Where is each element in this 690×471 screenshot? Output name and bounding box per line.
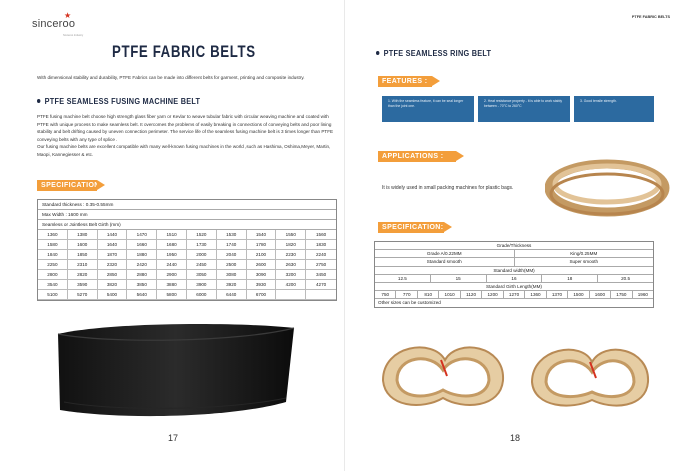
girth-cell: 5270 [68,290,98,300]
girth-length-cell: 1270 [504,291,525,298]
girth-cell: 1530 [217,230,247,240]
girth-cell: 4200 [276,280,306,290]
grade-header: Grade/Thickness [496,243,532,248]
width-cell: 15 [431,275,487,282]
girth-length-cell: 1120 [461,291,482,298]
girth-cell: 3200 [276,270,306,280]
girth-cell: 1600 [68,240,98,250]
girth-cell: 2630 [276,260,306,270]
girth-cell: 2900 [157,270,187,280]
girth-cell: 2310 [68,260,98,270]
girth-cell: 3900 [187,280,217,290]
girth-cell: 2040 [217,250,247,260]
girth-cell: 1680 [157,240,187,250]
girth-cell: 5640 [127,290,157,300]
girth-cell [276,290,306,300]
girth-cell: 1380 [68,230,98,240]
body-text [37,113,337,158]
girth-cell: 5100 [38,290,68,300]
girth-cell: 5400 [98,290,128,300]
girth-cell: 2440 [157,260,187,270]
width-header: Standard width(MM) [493,267,535,273]
girth-cell: 2820 [68,270,98,280]
ring-spec-table [374,241,654,308]
spec-row-width: Max Width : 1600 mm [38,210,336,220]
section-title-ring [376,48,491,58]
spec-table [37,199,337,301]
features-tag: FEATURES : [378,76,432,87]
girth-cell: 1830 [306,240,336,250]
girth-cell: 2230 [276,250,306,260]
logo-text: sinceroo [32,18,76,30]
girth-length-cell: 810 [418,291,439,298]
girth-cell: 1440 [98,230,128,240]
girth-cell [306,290,336,300]
girth-cell: 2320 [98,260,128,270]
intro-text: With dimensional stability and durability, PTFE Fabrics can be made into different belts for garment, printing and composite industry. [37,75,305,80]
section-title-text: PTFE SEAMLESS FUSING MACHINE BELT [44,96,201,106]
girth-cell: 2800 [38,270,68,280]
girth-cell: 1540 [247,230,277,240]
table-footer: Other sizes can be customized [378,300,441,306]
girth-cell: 1840 [38,250,68,260]
section-title-fusing [37,96,200,106]
girth-cell: 2240 [306,250,336,260]
girth-cell: 6440 [217,290,247,300]
girth-cell: 4270 [306,280,336,290]
girth-cell: 1510 [157,230,187,240]
bullet-icon [37,99,40,103]
width-row [375,275,653,283]
girth-cell: 1520 [187,230,217,240]
girth-cell: 3050 [187,270,217,280]
girth-cell: 3080 [217,270,247,280]
girth-cell: 3590 [68,280,98,290]
girth-cell: 2250 [38,260,68,270]
spec-tag-right: SPECIFICATION: [378,222,444,233]
star-icon: ★ [64,11,72,20]
girth-cell: 2750 [306,260,336,270]
girth-header: Standard Girth Length(MM) [486,283,542,289]
body-paragraph-2: Our fusing machine belts are excellent compatible with many well-known fusing machines in the world ,such as Hashima, Oshima,Meyer, Martin, Maopi, Kannegiesser & etc. [37,144,331,157]
finish-super: Super smooth [569,259,599,265]
grade-a: Grade A/0.22MM [375,250,515,257]
bullet-icon [376,51,379,55]
girth-length-cell: 1960 [637,292,648,298]
girth-cell: 1880 [127,250,157,260]
spec-tag: SPECIFICATION: [37,180,97,191]
girth-cell: 3820 [98,280,128,290]
girth-length-cell: 1500 [568,291,589,298]
girth-cell: 3930 [247,280,277,290]
girth-cell: 3450 [306,270,336,280]
girth-cell: 1740 [217,240,247,250]
width-cell: 20.5 [621,275,631,281]
girth-length-cell: 1360 [525,291,546,298]
girth-cell: 1780 [247,240,277,250]
girth-cell: 3090 [247,270,277,280]
girth-cell: 2850 [98,270,128,280]
girth-cell: 1730 [187,240,217,250]
corner-label: PTFE FABRIC BELTS [631,15,670,19]
page-number: 17 [168,433,179,443]
feature-box-2: 2. Heat resistance property - It is able to work stably between - 70°C to 260°C [478,96,570,122]
ring-belt-image-left [373,330,513,415]
right-page [345,0,690,471]
girth-cell: 2000 [187,250,217,260]
girth-cell: 2500 [217,260,247,270]
spec-row-thickness: Standard thickness : 0.35-0.55mm [38,200,336,210]
width-cell: 18 [542,275,598,282]
finish-standard: Standard smooth [375,258,515,265]
girth-cell: 6700 [247,290,277,300]
girth-length-cell: 750 [375,291,396,298]
black-belt-image [50,322,300,422]
girth-cell: 1640 [98,240,128,250]
body-paragraph-1: PTFE fusing machine belt choose high strength glass fiber yarn or Kevlar to weave tubular fabric with circular weaving machine and coated with PTFE with unique process to make seamless belt. It overcomes the problems of easily breaking in connections of conveying belts and poor lining stability and belt drifting caused by uneven connection perimeter. The service life of the seamless fusing machine belt is 3 times longer than PTFE conveying belts with any type of splice . [37,114,334,142]
girth-row [375,291,653,299]
grade-king: King/0.25MM [570,251,598,257]
girth-length-cell: 770 [396,291,417,298]
girth-grid [38,230,336,300]
girth-cell: 1820 [276,240,306,250]
logo-subtitle: Sinceroo Industry [63,34,84,37]
girth-cell: 5800 [157,290,187,300]
girth-cell: 1950 [157,250,187,260]
ring-belt-image-right [520,330,660,415]
section-title-text: PTFE SEAMLESS RING BELT [383,48,492,58]
girth-cell: 1850 [68,250,98,260]
girth-cell: 2880 [127,270,157,280]
girth-length-cell: 1600 [590,291,611,298]
girth-cell: 3850 [127,280,157,290]
girth-cell: 1560 [306,230,336,240]
girth-cell: 1470 [127,230,157,240]
ring-belt-image-top [545,158,670,220]
girth-cell: 3880 [157,280,187,290]
spec-row-girth-header: Seamless or Jointless Belt Girth (mm) [38,220,336,230]
girth-cell: 2100 [247,250,277,260]
brand-logo [32,11,76,30]
girth-length-cell: 1010 [439,291,460,298]
girth-cell: 3540 [38,280,68,290]
applications-tag: APPLICATIONS : [378,151,456,162]
girth-cell: 6000 [187,290,217,300]
page-number-right: 18 [510,433,521,443]
girth-length-cell: 1370 [547,291,568,298]
girth-cell: 1360 [38,230,68,240]
girth-cell: 1550 [276,230,306,240]
girth-cell: 2420 [127,260,157,270]
girth-cell: 1660 [127,240,157,250]
width-cell: 12.5 [375,275,431,282]
page-title: PTFE FABRIC BELTS [112,42,256,61]
girth-length-cell: 1200 [482,291,503,298]
girth-cell: 1870 [98,250,128,260]
girth-length-cell: 1750 [611,291,632,298]
girth-cell: 1580 [38,240,68,250]
girth-cell: 2600 [247,260,277,270]
application-text: It is widely used in small packing machines for plastic bags. [382,185,514,191]
girth-cell: 2450 [187,260,217,270]
girth-cell: 3920 [217,280,247,290]
width-cell: 16 [487,275,543,282]
feature-box-1: 1. With the seamless feature, it can be seal longer than the joint one. [382,96,474,122]
feature-box-3: 3. Good tensile strength. [574,96,654,122]
